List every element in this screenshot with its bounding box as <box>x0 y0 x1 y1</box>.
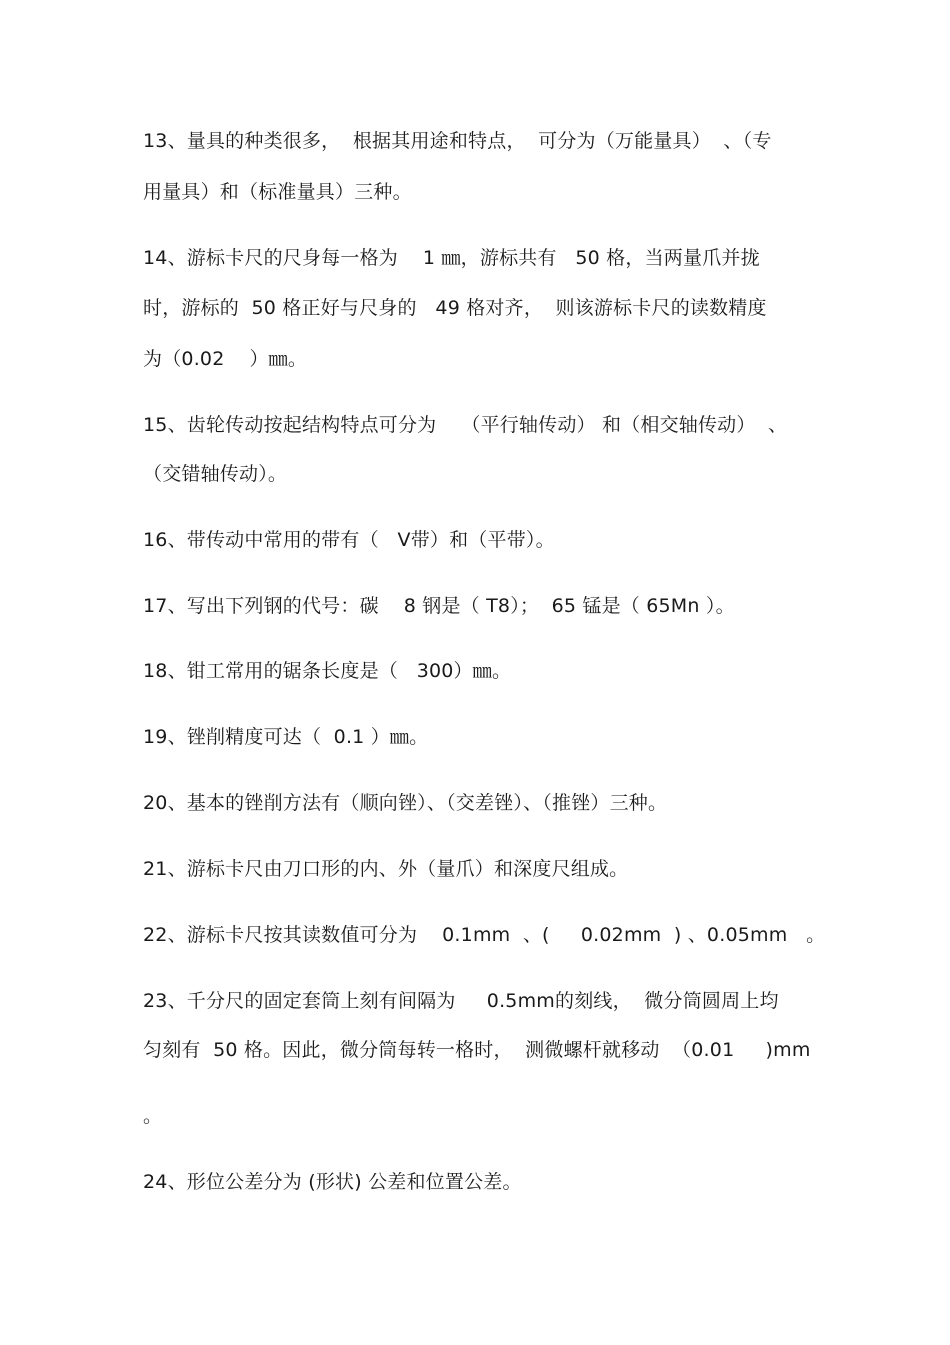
text-line-q22: 22、游标卡尺按其读数值可分为 0.1mm 、( 0.02mm ) 、0.05mm 。 <box>143 924 826 946</box>
text-line-q23-a: 23、千分尺的固定套筒上刻有间隔为 0.5mm的刻线， 微分筒圆周上均 <box>143 990 779 1012</box>
text-line-q13-b: 用量具）和（标准量具）三种。 <box>143 181 412 203</box>
text-line-q14-a: 14、游标卡尺的尺身每一格为 1 ㎜，游标共有 50 格，当两量爪并拢 <box>143 247 760 269</box>
text-line-q23-b: 匀刻有 50 格。因此，微分筒每转一格时， 测微螺杆就移动 （0.01 )mm <box>143 1039 811 1061</box>
text-line-q20: 20、基本的锉削方法有（顺向锉）、（交差锉）、（推锉）三种。 <box>143 792 668 814</box>
text-line-q23-c: 。 <box>143 1105 163 1127</box>
text-line-q14-c: 为（0.02 ）㎜。 <box>143 348 308 370</box>
text-line-q14-b: 时，游标的 50 格正好与尺身的 49 格对齐， 则该游标卡尺的读数精度 <box>143 297 767 319</box>
text-line-q15-b: （交错轴传动）。 <box>143 463 288 485</box>
text-line-q19: 19、锉削精度可达（ 0.1 ）㎜。 <box>143 726 429 748</box>
text-line-q16: 16、带传动中常用的带有（ V带）和（平带）。 <box>143 529 555 551</box>
text-line-q21: 21、游标卡尺由刀口形的内、外（量爪）和深度尺组成。 <box>143 858 629 880</box>
text-line-q18: 18、钳工常用的锯条长度是（ 300）㎜。 <box>143 660 512 682</box>
text-line-q24: 24、形位公差分为 (形状) 公差和位置公差。 <box>143 1171 522 1193</box>
text-line-q17: 17、写出下列钢的代号：碳 8 钢是（ T8）； 65 锰是（ 65Mn ）。 <box>143 595 735 617</box>
text-line-q15-a: 15、齿轮传动按起结构特点可分为 （平行轴传动） 和（相交轴传动） 、 <box>143 414 788 436</box>
text-line-q13-a: 13、量具的种类很多， 根据其用途和特点， 可分为（万能量具） 、（专 <box>143 130 772 152</box>
